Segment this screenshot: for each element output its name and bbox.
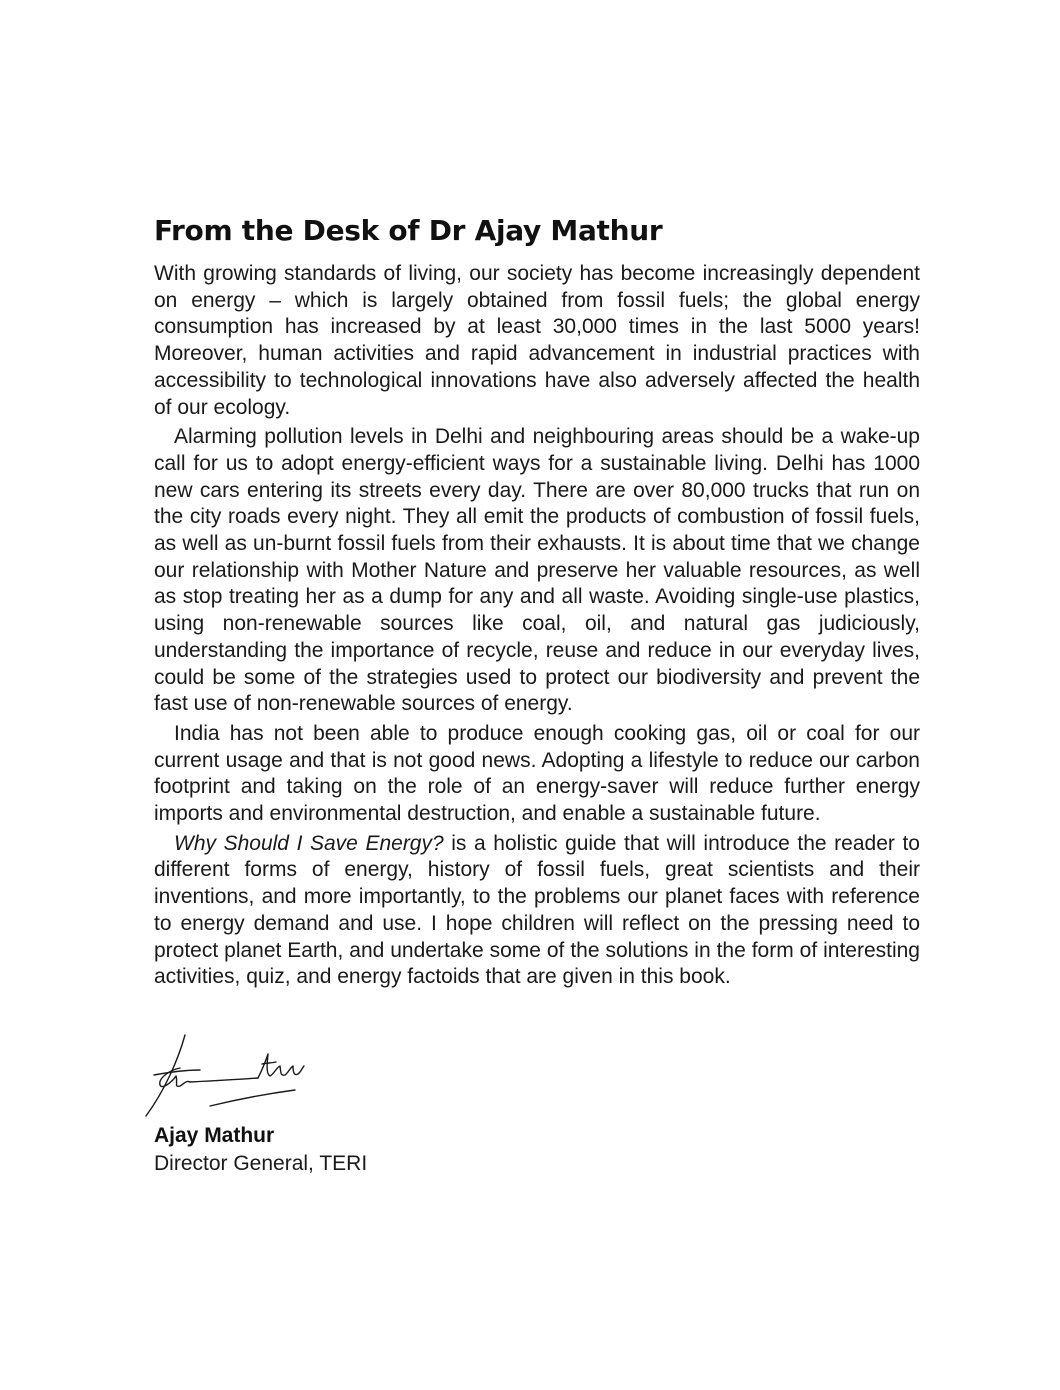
book-title: Why Should I Save Energy? xyxy=(174,831,444,855)
page-title: From the Desk of Dr Ajay Mathur xyxy=(154,214,663,247)
paragraph-1: With growing standards of living, our society has become increasingly dependent on energy – which is largely obtained from fossil fuels; the global energy consumption has increased by at least 30,000 times in the last 5000 years! Moreover, human activities and rapid advancement in industrial practices with accessibility to technological innovations have also adversely affected the health of our ecology. xyxy=(154,262,920,419)
handwritten-signature xyxy=(140,1030,310,1120)
letter-body xyxy=(154,214,920,994)
paragraph-2: Alarming pollution levels in Delhi and neighbouring areas should be a wake-up call for us to adopt energy-efficient ways for a sustainable living. Delhi has 1000 new cars entering its streets every day. There are over 80,000 trucks that run on the city roads every night. They all emit the products of combustion of fossil fuels, as well as un-burnt fossil fuels from their exhausts. It is about time that we change our relationship with Mother Nature and preserve her valuable resources, as well as stop treating her as a dump for any and all waste. Avoiding single-use plastics, using non-renewable sources like coal, oil, and natural gas judiciously, understanding the importance of recycle, reuse and reduce in our everyday lives, could be some of the strategies used to protect our biodiversity and prevent the fast use of non-renewable sources of energy. xyxy=(154,425,920,716)
paragraph-3: India has not been able to produce enough cooking gas, oil or coal for our current usage and that is not good news. Adopting a lifestyle to reduce our carbon footprint and taking on the role of an energy-saver will reduce further energy imports and environmental destruction, and enable a sustainable future. xyxy=(154,721,920,826)
signatory-name: Ajay Mathur xyxy=(154,1124,275,1147)
paragraph-4-text: is a holistic guide that will introduce the reader to different forms of energy, history of fossil fuels, great scientists and their inventions, and more importantly, to the problems our planet faces with reference to energy demand and use. I hope children will reflect on the pressing need to protect planet Earth, and undertake some of the solutions in the form of interesting activities, quiz, and energy factoids that are given in this book. xyxy=(154,831,920,989)
signatory-title: Director General, TERI xyxy=(154,1152,368,1175)
paragraph-4 xyxy=(154,831,920,991)
